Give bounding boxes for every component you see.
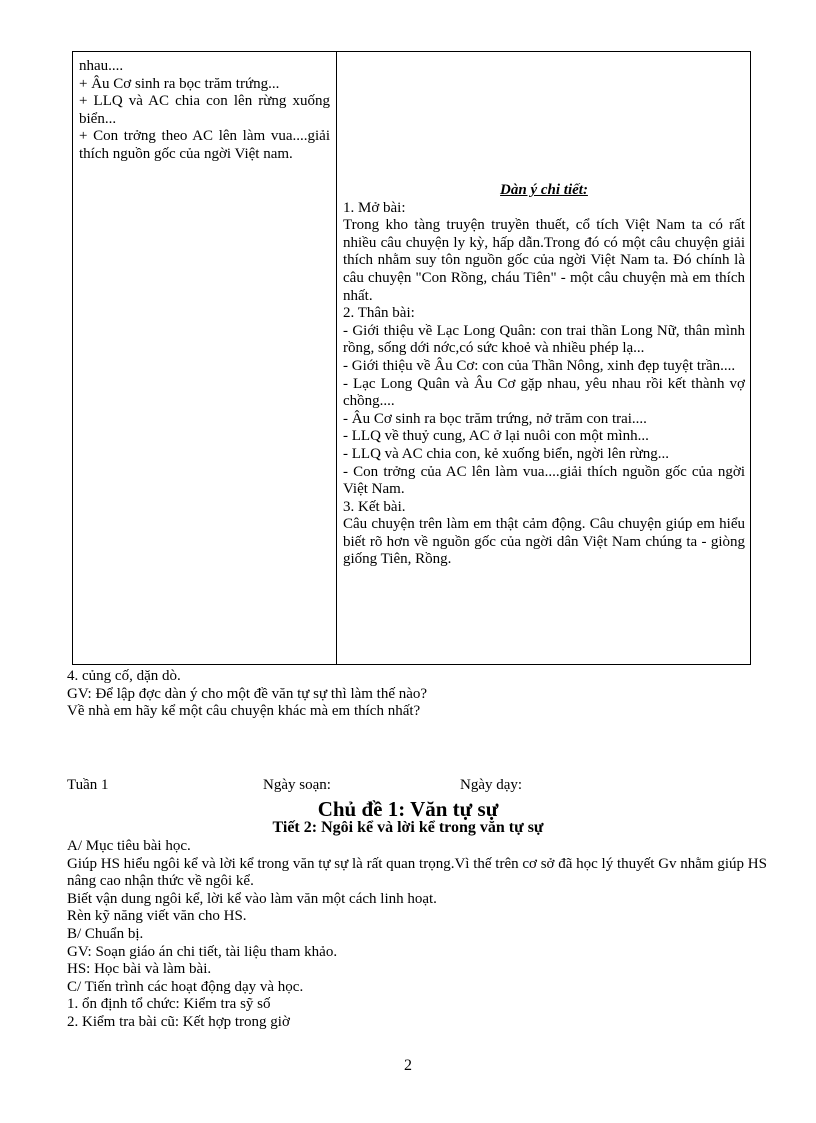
content-line: 2. Kiểm tra bài cũ: Kết hợp trong giờ	[67, 1013, 290, 1030]
lesson-content	[67, 838, 767, 1032]
content-line: 1. ổn định tổ chức: Kiểm tra sỹ số	[67, 996, 271, 1013]
consolidation-section	[67, 668, 757, 721]
week-header	[67, 777, 667, 795]
outline-line: - LLQ về thuỷ cung, AC ở lại nuôi con một mình...	[343, 428, 649, 445]
outline-line: - Giới thiệu về Lạc Long Quân: con trai thần Long Nữ, thân mình rồng, sống dới nớc,có sức khoẻ và nhiều phép lạ...	[343, 322, 745, 357]
summary-cell	[79, 58, 330, 164]
column-divider	[336, 52, 337, 664]
summary-line: nhau....	[79, 58, 124, 74]
outline-line: - Giới thiệu về Âu Cơ: con của Thần Nông, xinh đẹp tuyệt trần....	[343, 357, 736, 374]
outline-line: Câu chuyện trên làm em thật cảm động. Câu chuyện giúp em hiểu biết rõ hơn về nguồn gốc của ngời dân Việt Nam chúng ta - giòng giống Tiên, Rồng.	[343, 516, 745, 568]
paragraph: GV: Để lập đợc dàn ý cho một đề văn tự sự thì làm thế nào?	[67, 685, 428, 702]
outline-heading: Dàn ý chi tiết:	[500, 182, 588, 198]
taught-date-label: Ngày dạy:	[460, 777, 523, 793]
content-line: GV: Soạn giáo án chi tiết, tài liệu tham khảo.	[67, 943, 338, 960]
content-line: Rèn kỹ năng viết văn cho HS.	[67, 908, 247, 925]
page-number: 2	[404, 1057, 412, 1074]
paragraph: Về nhà em hãy kể một câu chuyện khác mà em thích nhất?	[67, 703, 421, 720]
topic-title: Chủ đề 1: Văn tự sự	[317, 797, 499, 821]
outline-line: Trong kho tàng truyện truyền thuết, cổ tích Việt Nam ta có rất nhiều câu chuyện ly kỳ, hấp dẫn.Trong đó có một câu chuyện giải thích nhằm suy tôn nguồn gốc của ngời Việt Nam ta. Đó chính là câu chuyện "Con Rồng, cháu Tiên" - một câu chuyện mà em thích nhất.	[343, 217, 745, 304]
prepared-date-label: Ngày soạn:	[263, 777, 331, 793]
outline-line: - Lạc Long Quân và Âu Cơ gặp nhau, yêu nhau rồi kết thành vợ chồng....	[343, 375, 745, 410]
lesson-table	[72, 51, 751, 665]
content-line: C/ Tiến trình các hoạt động dạy và học.	[67, 978, 304, 995]
summary-line: + Âu Cơ sinh ra bọc trăm trứng...	[79, 75, 280, 92]
week-label: Tuần 1	[67, 777, 109, 793]
outline-line: - Âu Cơ sinh ra bọc trăm trứng, nở trăm con trai....	[343, 410, 647, 427]
summary-line: + Con trởng theo AC lên làm vua....giải thích nguồn gốc của ngời Việt nam.	[79, 128, 330, 162]
outline-line: - Con trởng của AC lên làm vua....giải thích nguồn gốc của ngời Việt Nam.	[343, 463, 745, 498]
outline-line: 3. Kết bài.	[343, 498, 406, 515]
lesson-title: Tiết 2: Ngôi kể và lời kể trong văn tự sự	[272, 819, 544, 836]
content-line: Giúp HS hiểu ngôi kể và lời kể trong văn tự sự là rất quan trọng.Vì thế trên cơ sở đã học lý thuyết Gv nhằm giúp HS nâng cao nhận thức về ngôi kể.	[67, 855, 767, 890]
content-line: HS: Học bài và làm bài.	[67, 961, 212, 978]
outline-cell	[343, 182, 745, 569]
summary-line: + LLQ và AC chia con lên rừng xuống biển...	[79, 93, 330, 127]
content-line: Biết vận dung ngôi kể, lời kể vào làm văn một cách linh hoạt.	[67, 890, 437, 907]
outline-line: 2. Thân bài:	[343, 305, 415, 322]
content-line: B/ Chuẩn bị.	[67, 925, 144, 942]
outline-line: 1. Mở bài:	[343, 199, 406, 216]
paragraph: 4. củng cố, dặn dò.	[67, 668, 181, 684]
content-line: A/ Mục tiêu bài học.	[67, 838, 191, 854]
outline-line: - LLQ và AC chia con, kẻ xuống biển, ngời lên rừng...	[343, 445, 669, 462]
